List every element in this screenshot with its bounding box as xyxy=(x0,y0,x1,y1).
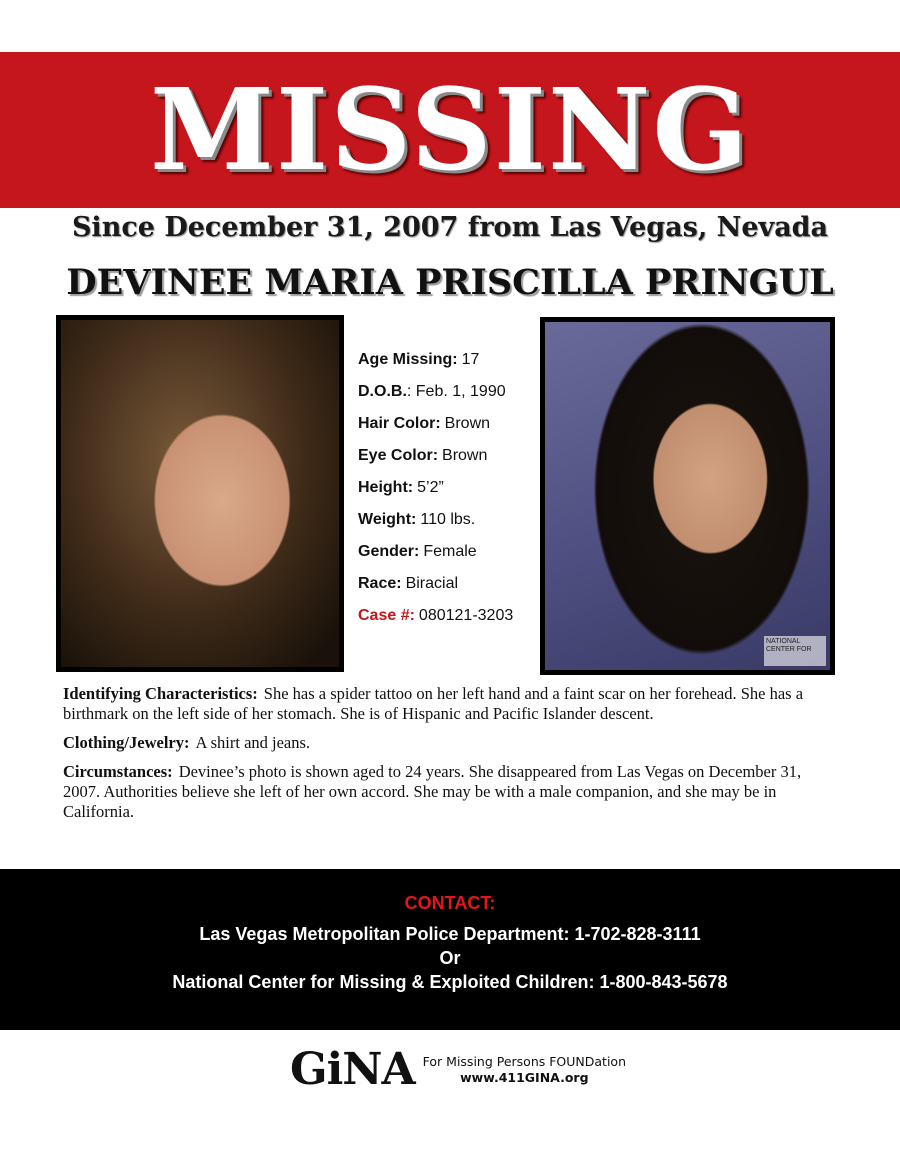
case-details xyxy=(63,684,838,831)
identifying-characteristics xyxy=(63,684,838,724)
circumstances xyxy=(63,762,838,822)
fact-label: Eye Color: xyxy=(358,447,439,464)
fact-label: Case #: xyxy=(358,607,415,624)
fact-race xyxy=(358,572,538,604)
circumstances-label: Circumstances: xyxy=(63,762,173,781)
fact-hair-color xyxy=(358,412,538,444)
fact-value: 5’2” xyxy=(417,479,444,496)
fact-case-number xyxy=(358,604,538,636)
identifying-text: She has a spider tattoo on her left hand and a faint scar on her forehead. She has a birthmark on the left side of her stomach. She is of Hispanic and Pacific Islander descent. xyxy=(63,684,804,723)
fact-gender xyxy=(358,540,538,572)
fact-label: Height: xyxy=(358,479,414,496)
gina-logo xyxy=(290,1045,626,1095)
facts-list xyxy=(358,348,538,636)
fact-value: Brown xyxy=(442,447,488,464)
contact-ncmec: National Center for Missing & Exploited Children: 1-800-843-5678 xyxy=(172,972,728,992)
fact-value: Brown xyxy=(444,415,491,432)
photo-age-progressed-image xyxy=(545,322,830,670)
contact-title: CONTACT: xyxy=(404,893,496,913)
fact-value: : Feb. 1, 1990 xyxy=(406,383,506,400)
banner-title: MISSING xyxy=(149,64,751,196)
identifying-label: Identifying Characteristics: xyxy=(63,684,258,703)
contact-police: Las Vegas Metropolitan Police Department: 1-702-828-3111 xyxy=(199,924,701,944)
circumstances-text: Devinee’s photo is shown aged to 24 years. She disappeared from Las Vegas on December 31, 2007. Authorities believe she left of her own accord. She may be with a male companion, and she may be in California. xyxy=(63,762,802,821)
gina-tagline-block xyxy=(423,1054,626,1086)
contact-box xyxy=(0,869,900,1030)
fact-value: Biracial xyxy=(405,575,459,592)
fact-label: Race: xyxy=(358,575,402,592)
fact-value: 080121-3203 xyxy=(418,607,514,624)
contact-or: Or xyxy=(439,948,461,968)
fact-value: 17 xyxy=(461,351,480,368)
fact-label: Weight: xyxy=(358,511,417,528)
gina-tagline: For Missing Persons FOUNDation xyxy=(422,1054,626,1069)
person-name: DEVINEE MARIA PRISCILLA PRINGUL xyxy=(66,262,834,303)
fact-label: Hair Color: xyxy=(358,415,441,432)
ncmec-watermark: NATIONAL CENTER FOR xyxy=(764,636,826,666)
missing-banner xyxy=(0,52,900,208)
photo-original-image xyxy=(61,320,339,667)
fact-value: Female xyxy=(423,543,477,560)
gina-url: www.411GINA.org xyxy=(460,1070,589,1085)
fact-value: 110 lbs. xyxy=(420,511,476,528)
fact-label: D.O.B. xyxy=(358,383,407,400)
fact-dob xyxy=(358,380,538,412)
missing-since-line: Since December 31, 2007 from Las Vegas, Nevada xyxy=(71,212,829,243)
photo-age-progressed xyxy=(540,317,835,675)
fact-label: Gender: xyxy=(358,543,420,560)
gina-logo-text: GiNA xyxy=(290,1044,415,1095)
fact-eye-color xyxy=(358,444,538,476)
clothing-text: A shirt and jeans. xyxy=(195,733,311,752)
photo-original xyxy=(56,315,344,672)
fact-label: Age Missing: xyxy=(358,351,458,368)
fact-age-missing xyxy=(358,348,538,380)
clothing-jewelry xyxy=(63,733,838,753)
fact-height xyxy=(358,476,538,508)
clothing-label: Clothing/Jewelry: xyxy=(63,733,190,752)
fact-weight xyxy=(358,508,538,540)
